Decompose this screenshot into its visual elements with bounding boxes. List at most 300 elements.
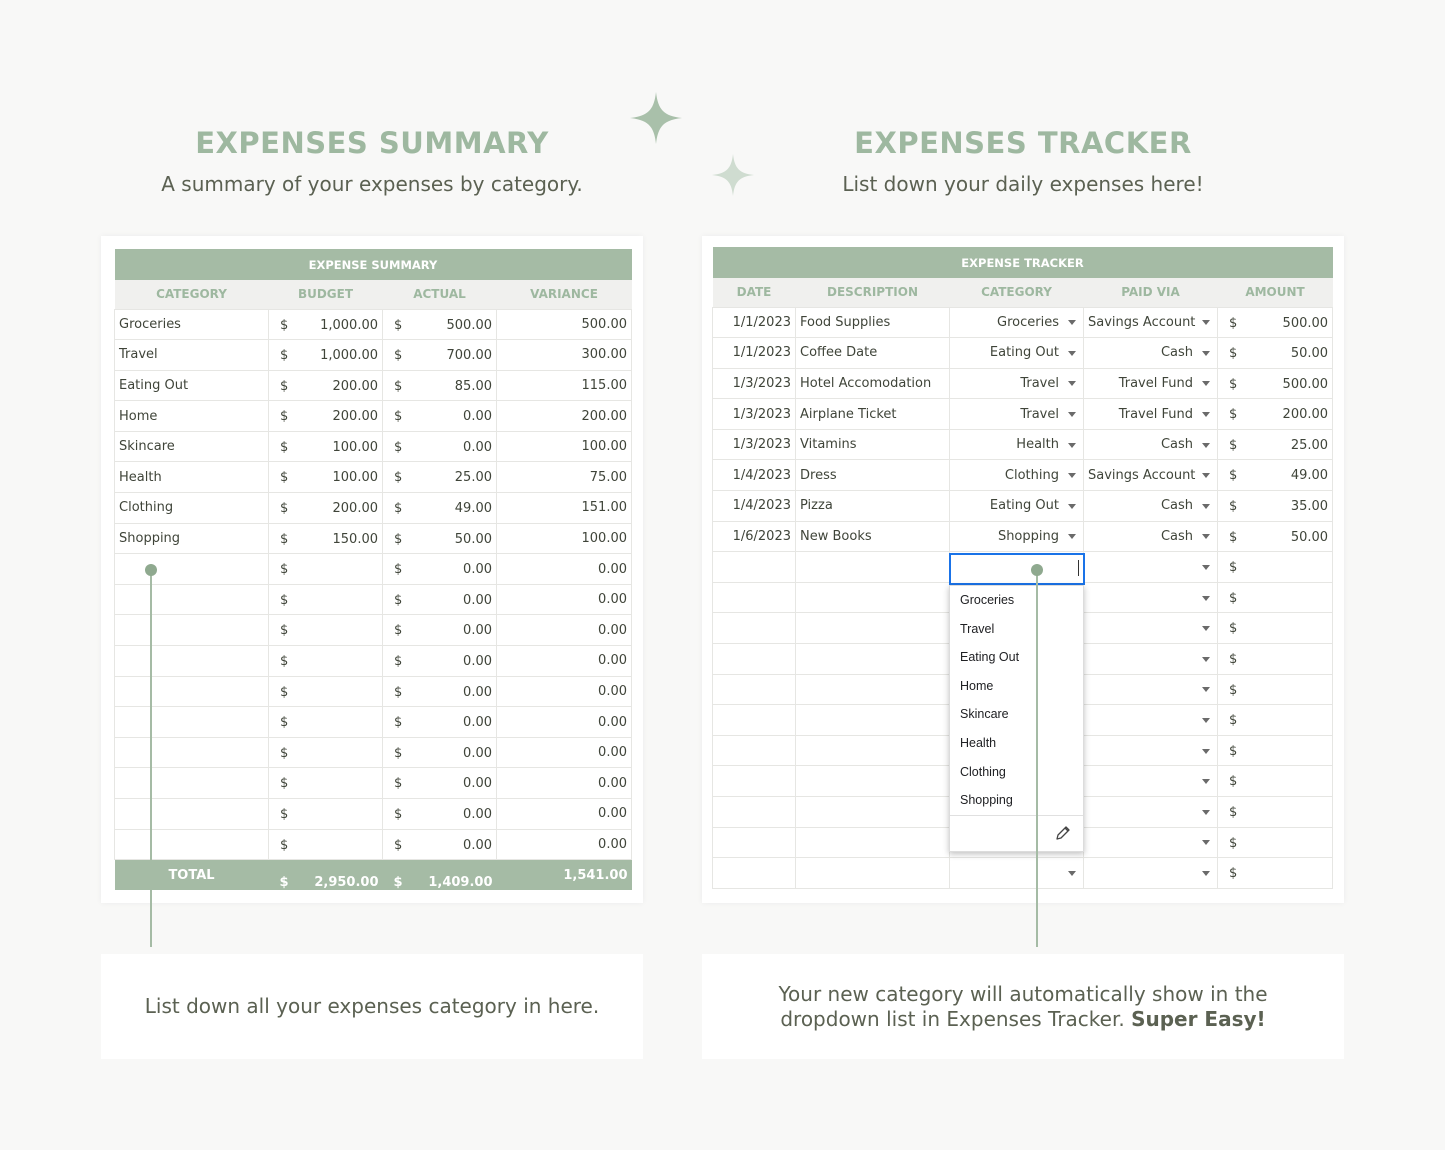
col-header-amount: AMOUNT — [1218, 278, 1333, 307]
description-cell[interactable]: Vitamins — [796, 429, 950, 460]
date-cell[interactable]: 1/4/2023 — [713, 460, 796, 491]
date-cell[interactable]: 1/3/2023 — [713, 368, 796, 399]
summary-banner: EXPENSE SUMMARY — [115, 249, 632, 280]
currency-symbol: $ — [1229, 437, 1238, 453]
dropdown-caret-icon[interactable] — [1202, 412, 1210, 417]
total-label: TOTAL — [115, 860, 269, 891]
summary-row — [115, 370, 632, 401]
variance-cell: 75.00 — [497, 462, 632, 493]
paid-via-select[interactable] — [1084, 705, 1218, 736]
category-value: Health — [1016, 437, 1059, 453]
tracker-row — [713, 491, 1333, 522]
dropdown-caret-icon[interactable] — [1068, 534, 1076, 539]
paid-via-select[interactable] — [1084, 644, 1218, 675]
total-budget: 2,950.00 — [314, 875, 379, 891]
actual-value: 0.00 — [463, 807, 492, 822]
category-cell[interactable] — [115, 584, 269, 615]
category-select[interactable] — [950, 429, 1084, 460]
paid-via-select[interactable] — [1084, 766, 1218, 797]
paid-via-select[interactable] — [1084, 613, 1218, 644]
actual-cell — [383, 768, 497, 799]
paid-via-value: Savings Account — [1088, 467, 1196, 483]
currency-symbol: $ — [394, 715, 403, 731]
category-select[interactable] — [950, 460, 1084, 491]
summary-row — [115, 462, 632, 493]
description-cell[interactable] — [796, 797, 950, 828]
currency-symbol: $ — [394, 807, 403, 822]
actual-value: 500.00 — [446, 317, 492, 333]
amount-cell[interactable] — [1218, 368, 1333, 399]
category-select[interactable] — [950, 368, 1084, 399]
amount-cell[interactable] — [1218, 552, 1333, 583]
category-value: Groceries — [997, 314, 1059, 330]
amount-cell[interactable] — [1218, 858, 1333, 889]
category-cell[interactable]: Skincare — [115, 431, 269, 462]
paid-via-select[interactable] — [1084, 338, 1218, 369]
budget-cell[interactable] — [269, 829, 383, 860]
actual-cell — [383, 799, 497, 830]
description-cell[interactable] — [796, 644, 950, 675]
currency-symbol: $ — [280, 715, 289, 731]
date-cell[interactable]: 1/3/2023 — [713, 429, 796, 460]
date-cell[interactable] — [713, 705, 796, 736]
variance-cell: 151.00 — [497, 493, 632, 524]
dropdown-caret-icon[interactable] — [1068, 412, 1076, 417]
dropdown-option[interactable]: Travel — [960, 621, 995, 636]
actual-value: 25.00 — [454, 470, 492, 486]
actual-cell — [383, 431, 497, 462]
category-dropdown-menu[interactable] — [949, 585, 1084, 852]
summary-caption-text: List down all your expenses category in here. — [144, 994, 600, 1018]
date-cell[interactable] — [713, 644, 796, 675]
date-cell[interactable] — [713, 797, 796, 828]
variance-cell: 100.00 — [497, 431, 632, 462]
actual-value: 49.00 — [454, 501, 492, 517]
budget-cell[interactable] — [269, 462, 383, 493]
description-cell[interactable] — [796, 582, 950, 613]
actual-value: 0.00 — [463, 562, 492, 578]
variance-cell: 0.00 — [497, 768, 632, 799]
currency-symbol: $ — [1229, 407, 1238, 423]
amount-cell[interactable] — [1218, 705, 1333, 736]
date-cell[interactable] — [713, 735, 796, 766]
category-select[interactable] — [950, 491, 1084, 522]
dropdown-caret-icon[interactable] — [1202, 443, 1210, 448]
budget-cell[interactable] — [269, 523, 383, 554]
currency-symbol: $ — [394, 776, 403, 792]
col-header-paid-via: PAID VIA — [1084, 278, 1218, 307]
category-cell[interactable] — [115, 737, 269, 768]
date-cell[interactable] — [713, 582, 796, 613]
currency-symbol: $ — [1229, 499, 1238, 515]
variance-cell: 500.00 — [497, 309, 632, 340]
variance-cell: 115.00 — [497, 370, 632, 401]
dropdown-caret-icon[interactable] — [1202, 351, 1210, 356]
currency-symbol: $ — [394, 409, 403, 425]
dropdown-caret-icon[interactable] — [1202, 840, 1210, 845]
budget-cell[interactable] — [269, 431, 383, 462]
currency-symbol: $ — [1229, 682, 1238, 698]
paid-via-value: Savings Account — [1088, 314, 1196, 330]
dropdown-caret-icon[interactable] — [1202, 657, 1210, 662]
category-value: Eating Out — [989, 345, 1059, 361]
amount-value: 500.00 — [1282, 315, 1329, 331]
currency-symbol: $ — [394, 317, 403, 333]
paid-via-select[interactable] — [1084, 858, 1218, 889]
summary-row — [115, 768, 632, 799]
date-cell[interactable] — [713, 552, 796, 583]
summary-row — [115, 309, 632, 340]
description-cell[interactable]: Hotel Accomodation — [796, 368, 950, 399]
actual-value: 0.00 — [463, 837, 492, 853]
actual-cell — [383, 462, 497, 493]
budget-cell[interactable] — [269, 799, 383, 830]
tracker-banner: EXPENSE TRACKER — [713, 247, 1333, 278]
currency-symbol: $ — [394, 348, 403, 364]
paid-via-select[interactable] — [1084, 399, 1218, 430]
dropdown-caret-icon[interactable] — [1068, 320, 1076, 325]
dropdown-caret-icon[interactable] — [1202, 749, 1210, 754]
dropdown-caret-icon[interactable] — [1202, 381, 1210, 386]
tracker-caption — [702, 954, 1344, 1059]
dropdown-option[interactable]: Clothing — [960, 764, 1006, 779]
currency-symbol: $ — [280, 378, 289, 394]
variance-cell: 100.00 — [497, 523, 632, 554]
category-cell[interactable] — [115, 646, 269, 677]
description-cell[interactable]: Airplane Ticket — [796, 399, 950, 430]
dropdown-caret-icon[interactable] — [1068, 504, 1076, 509]
amount-cell[interactable] — [1218, 307, 1333, 338]
category-cell[interactable]: Home — [115, 401, 269, 432]
budget-cell[interactable] — [269, 707, 383, 738]
dropdown-option[interactable]: Skincare — [960, 707, 1009, 722]
category-select[interactable] — [950, 521, 1084, 552]
budget-cell[interactable] — [269, 615, 383, 646]
currency-symbol: $ — [394, 745, 403, 761]
dropdown-caret-icon[interactable] — [1202, 320, 1210, 325]
description-cell[interactable] — [796, 705, 950, 736]
amount-cell[interactable] — [1218, 521, 1333, 552]
variance-cell: 0.00 — [497, 799, 632, 830]
dropdown-footer — [950, 815, 1083, 851]
amount-cell[interactable] — [1218, 338, 1333, 369]
budget-value: 200.00 — [332, 378, 378, 394]
description-cell[interactable] — [796, 827, 950, 858]
category-select[interactable] — [950, 399, 1084, 430]
variance-cell: 300.00 — [497, 340, 632, 371]
summary-row — [115, 584, 632, 615]
amount-cell[interactable] — [1218, 674, 1333, 705]
budget-value: 100.00 — [332, 470, 378, 486]
actual-value: 0.00 — [463, 409, 492, 425]
category-cell[interactable]: Clothing — [115, 493, 269, 524]
budget-value: 200.00 — [332, 409, 378, 425]
category-cell[interactable] — [115, 676, 269, 707]
budget-value: 150.00 — [332, 531, 378, 547]
text-cursor — [1078, 560, 1079, 576]
paid-via-select[interactable] — [1084, 368, 1218, 399]
actual-cell — [383, 676, 497, 707]
amount-cell[interactable] — [1218, 429, 1333, 460]
paid-via-select[interactable] — [1084, 797, 1218, 828]
tracker-empty-row — [713, 858, 1333, 889]
active-category-cell[interactable] — [949, 553, 1085, 585]
variance-cell: 0.00 — [497, 829, 632, 860]
dropdown-caret-icon[interactable] — [1202, 565, 1210, 570]
paid-via-select[interactable] — [1084, 521, 1218, 552]
budget-cell[interactable] — [269, 737, 383, 768]
currency-symbol: $ — [1229, 346, 1238, 362]
dropdown-option[interactable]: Eating Out — [960, 650, 1020, 665]
currency-symbol: $ — [280, 501, 289, 517]
amount-value: 50.00 — [1290, 346, 1329, 362]
category-cell[interactable] — [115, 615, 269, 646]
paid-via-select[interactable] — [1084, 674, 1218, 705]
actual-cell — [383, 829, 497, 860]
total-actual-cell — [383, 860, 497, 891]
date-cell[interactable]: 1/1/2023 — [713, 338, 796, 369]
actual-value: 0.00 — [463, 439, 492, 455]
currency-symbol: $ — [394, 837, 403, 853]
dropdown-option[interactable]: Health — [960, 735, 997, 750]
category-cell[interactable] — [115, 768, 269, 799]
amount-cell[interactable] — [1218, 491, 1333, 522]
tracker-row — [713, 521, 1333, 552]
category-cell[interactable] — [115, 829, 269, 860]
tracker-caption-text — [762, 982, 1284, 1032]
date-cell[interactable] — [713, 827, 796, 858]
dropdown-caret-icon[interactable] — [1202, 687, 1210, 692]
amount-cell[interactable] — [1218, 399, 1333, 430]
actual-value: 0.00 — [463, 684, 492, 700]
category-select[interactable] — [950, 338, 1084, 369]
amount-cell[interactable] — [1218, 827, 1333, 858]
dropdown-caret-icon[interactable] — [1202, 810, 1210, 815]
summary-row — [115, 615, 632, 646]
date-cell[interactable] — [713, 858, 796, 889]
currency-symbol: $ — [394, 439, 403, 455]
variance-cell: 0.00 — [497, 554, 632, 585]
dropdown-option[interactable]: Shopping — [960, 793, 1013, 808]
category-cell[interactable] — [115, 799, 269, 830]
actual-cell — [383, 370, 497, 401]
dropdown-option[interactable]: Home — [960, 678, 994, 693]
col-header-date: DATE — [713, 278, 796, 307]
dropdown-caret-icon[interactable] — [1202, 534, 1210, 539]
summary-row — [115, 493, 632, 524]
paid-via-select[interactable] — [1084, 307, 1218, 338]
paid-via-select[interactable] — [1084, 582, 1218, 613]
dropdown-option[interactable]: Groceries — [960, 593, 1015, 607]
tracker-title: EXPENSES TRACKER — [854, 126, 1192, 160]
col-header-variance: VARIANCE — [497, 280, 632, 309]
description-cell[interactable] — [796, 735, 950, 766]
dropdown-caret-icon[interactable] — [1202, 473, 1210, 478]
category-value: Travel — [1020, 406, 1059, 422]
currency-symbol: $ — [394, 501, 403, 517]
currency-symbol: $ — [279, 875, 289, 891]
date-cell[interactable] — [713, 613, 796, 644]
budget-cell[interactable] — [269, 646, 383, 677]
currency-symbol: $ — [1229, 560, 1238, 576]
dropdown-caret-icon[interactable] — [1068, 381, 1076, 386]
description-cell[interactable] — [796, 552, 950, 583]
currency-symbol: $ — [280, 807, 289, 822]
tracker-row — [713, 399, 1333, 430]
category-cell[interactable]: Shopping — [115, 523, 269, 554]
date-cell[interactable]: 1/1/2023 — [713, 307, 796, 338]
paid-via-select[interactable] — [1084, 827, 1218, 858]
currency-symbol: $ — [280, 531, 289, 547]
description-cell[interactable] — [796, 674, 950, 705]
dropdown-caret-icon[interactable] — [1068, 871, 1076, 876]
actual-cell — [383, 493, 497, 524]
budget-cell[interactable] — [269, 309, 383, 340]
description-cell[interactable]: New Books — [796, 521, 950, 552]
amount-cell[interactable] — [1218, 460, 1333, 491]
category-cell[interactable] — [115, 707, 269, 738]
paid-via-value: Cash — [1160, 528, 1193, 544]
tracker-connector-line — [1036, 570, 1038, 947]
dropdown-caret-icon[interactable] — [1068, 443, 1076, 448]
total-budget-cell — [269, 860, 383, 891]
date-cell[interactable]: 1/6/2023 — [713, 521, 796, 552]
variance-cell: 0.00 — [497, 676, 632, 707]
dropdown-caret-icon[interactable] — [1202, 596, 1210, 601]
category-value: Shopping — [997, 528, 1059, 544]
amount-cell[interactable] — [1218, 766, 1333, 797]
currency-symbol: $ — [1229, 743, 1238, 759]
category-cell[interactable]: Health — [115, 462, 269, 493]
description-cell[interactable] — [796, 613, 950, 644]
summary-row — [115, 401, 632, 432]
currency-symbol: $ — [1229, 468, 1238, 484]
col-header-category: CATEGORY — [115, 280, 269, 309]
summary-caption — [101, 954, 643, 1059]
paid-via-select[interactable] — [1084, 552, 1218, 583]
currency-symbol: $ — [1229, 376, 1238, 392]
description-cell[interactable]: Dress — [796, 460, 950, 491]
category-value: Clothing — [1004, 467, 1059, 483]
summary-row — [115, 829, 632, 860]
actual-value: 0.00 — [463, 592, 492, 608]
tracker-caption-plain: Your new category will automatically show in the dropdown list in Expenses Tracker. — [778, 981, 1268, 1031]
amount-cell[interactable] — [1218, 644, 1333, 675]
dropdown-caret-icon[interactable] — [1068, 473, 1076, 478]
currency-symbol: $ — [394, 684, 403, 700]
amount-value: 25.00 — [1290, 437, 1329, 453]
category-cell[interactable]: Travel — [115, 340, 269, 371]
budget-cell[interactable] — [269, 554, 383, 585]
paid-via-value: Travel Fund — [1118, 375, 1193, 391]
description-cell[interactable] — [796, 858, 950, 889]
dropdown-caret-icon[interactable] — [1202, 871, 1210, 876]
paid-via-select[interactable] — [1084, 735, 1218, 766]
actual-cell — [383, 646, 497, 677]
actual-value: 0.00 — [463, 654, 492, 670]
actual-cell — [383, 309, 497, 340]
amount-value: 35.00 — [1290, 499, 1329, 515]
dropdown-caret-icon[interactable] — [1202, 718, 1210, 723]
summary-row — [115, 707, 632, 738]
date-cell[interactable] — [713, 674, 796, 705]
tracker-caption-bold: Super Easy! — [1131, 1006, 1266, 1031]
budget-cell[interactable] — [269, 370, 383, 401]
summary-row — [115, 676, 632, 707]
budget-cell[interactable] — [269, 676, 383, 707]
amount-cell[interactable] — [1218, 613, 1333, 644]
category-value: Travel — [1020, 375, 1059, 391]
description-cell[interactable]: Food Supplies — [796, 307, 950, 338]
sparkle-icon — [712, 154, 754, 196]
budget-cell[interactable] — [269, 493, 383, 524]
description-cell[interactable] — [796, 766, 950, 797]
col-header-budget: BUDGET — [269, 280, 383, 309]
description-cell[interactable]: Coffee Date — [796, 338, 950, 369]
category-select[interactable] — [950, 858, 1084, 889]
actual-value: 0.00 — [463, 776, 492, 792]
dropdown-caret-icon[interactable] — [1068, 351, 1076, 356]
amount-cell[interactable] — [1218, 797, 1333, 828]
currency-symbol: $ — [280, 837, 289, 853]
dropdown-caret-icon[interactable] — [1202, 626, 1210, 631]
actual-cell — [383, 737, 497, 768]
actual-value: 0.00 — [463, 745, 492, 761]
dropdown-caret-icon[interactable] — [1202, 779, 1210, 784]
currency-symbol: $ — [280, 592, 289, 608]
currency-symbol: $ — [1229, 774, 1238, 790]
col-header-description: DESCRIPTION — [796, 278, 950, 307]
paid-via-select[interactable] — [1084, 460, 1218, 491]
category-cell[interactable]: Eating Out — [115, 370, 269, 401]
amount-cell[interactable] — [1218, 735, 1333, 766]
summary-total-row — [115, 860, 632, 891]
sparkle-icon — [630, 92, 682, 144]
paid-via-select[interactable] — [1084, 491, 1218, 522]
category-cell[interactable] — [115, 554, 269, 585]
currency-symbol: $ — [280, 470, 289, 486]
paid-via-value: Cash — [1160, 437, 1193, 453]
amount-value: 500.00 — [1282, 376, 1329, 392]
paid-via-select[interactable] — [1084, 429, 1218, 460]
currency-symbol: $ — [393, 875, 403, 891]
budget-cell[interactable] — [269, 584, 383, 615]
dropdown-caret-icon[interactable] — [1202, 504, 1210, 509]
date-cell[interactable]: 1/3/2023 — [713, 399, 796, 430]
date-cell[interactable]: 1/4/2023 — [713, 491, 796, 522]
date-cell[interactable] — [713, 766, 796, 797]
amount-cell[interactable] — [1218, 582, 1333, 613]
actual-cell — [383, 401, 497, 432]
currency-symbol: $ — [280, 562, 289, 578]
budget-cell[interactable] — [269, 340, 383, 371]
tracker-connector-dot — [1031, 564, 1043, 576]
actual-value: 50.00 — [454, 531, 492, 547]
currency-symbol: $ — [280, 317, 289, 333]
currency-symbol: $ — [280, 348, 289, 364]
pencil-icon[interactable] — [1055, 825, 1071, 841]
budget-cell[interactable] — [269, 401, 383, 432]
budget-cell[interactable] — [269, 768, 383, 799]
currency-symbol: $ — [394, 562, 403, 578]
paid-via-value: Cash — [1160, 345, 1193, 361]
summary-row — [115, 737, 632, 768]
category-select[interactable] — [950, 307, 1084, 338]
category-cell[interactable]: Groceries — [115, 309, 269, 340]
description-cell[interactable]: Pizza — [796, 491, 950, 522]
currency-symbol: $ — [280, 745, 289, 761]
budget-value: 1,000.00 — [320, 348, 378, 364]
